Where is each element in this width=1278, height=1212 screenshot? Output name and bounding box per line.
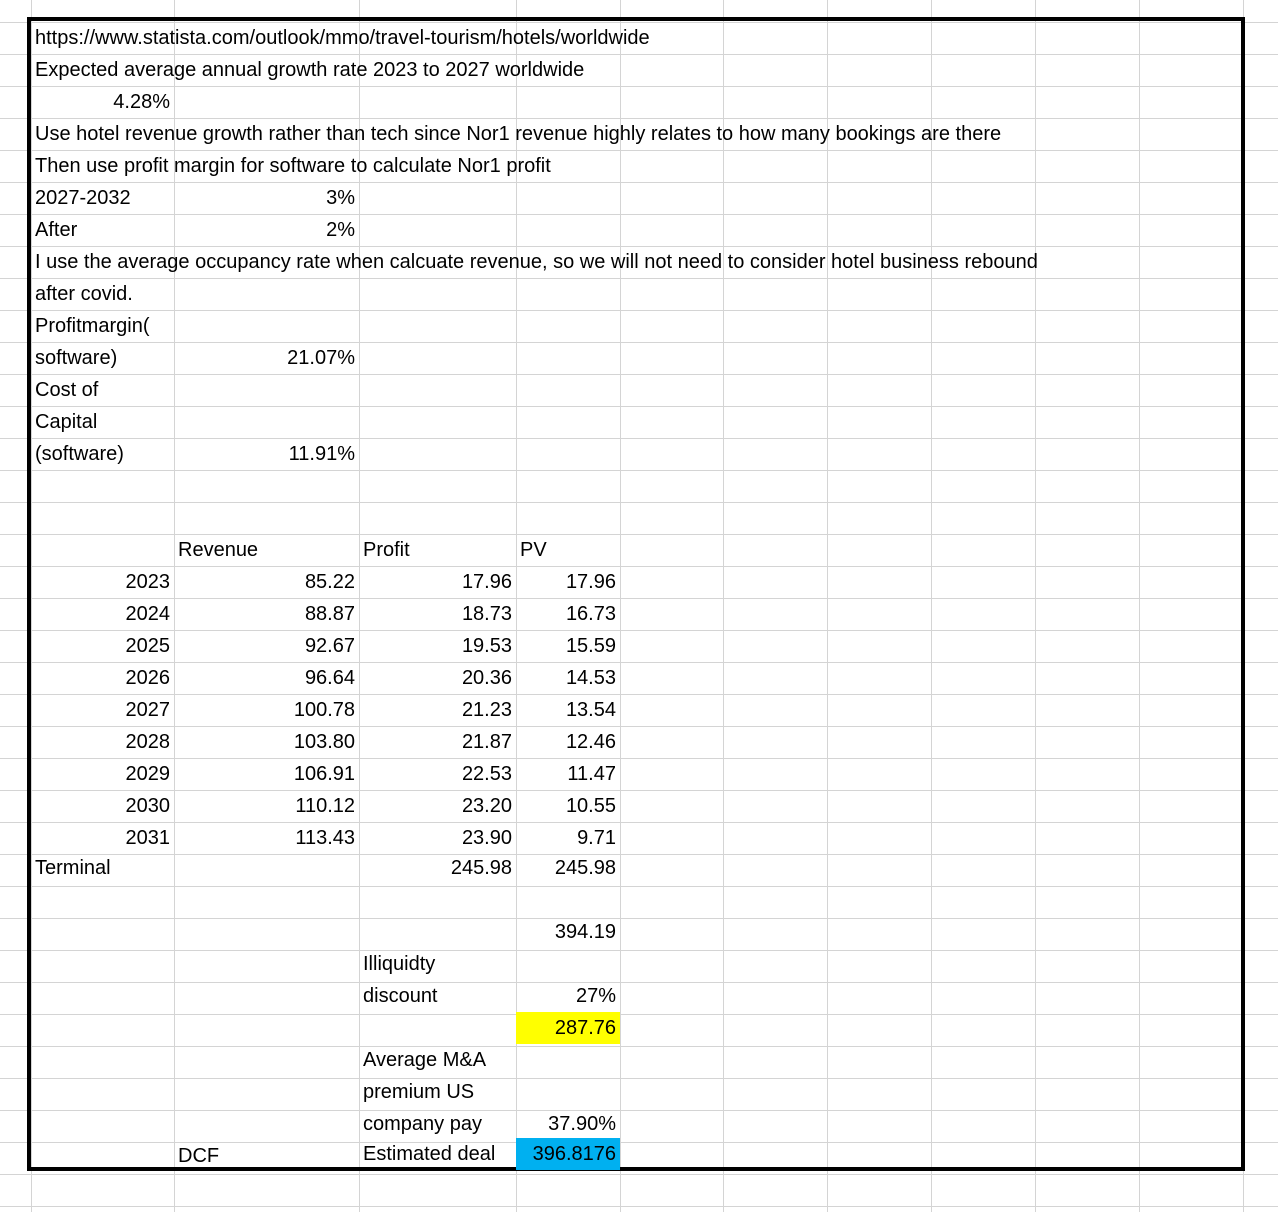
profit-cell[interactable]: 19.53: [461, 635, 512, 657]
revenue-cell[interactable]: 110.12: [295, 795, 355, 817]
illiquidity-label[interactable]: Illiquidty: [363, 953, 436, 975]
period1-label[interactable]: 2027-2032: [35, 187, 131, 209]
year-cell[interactable]: 2023: [125, 571, 170, 593]
revenue-cell[interactable]: 103.80: [293, 731, 355, 753]
note-revenue[interactable]: Use hotel revenue growth rather than tech since Nor1 revenue highly relates to how many bookings are there: [35, 123, 1002, 145]
pv-cell[interactable]: 14.53: [565, 667, 616, 689]
profit-cell[interactable]: 23.20: [461, 795, 512, 817]
pv-cell[interactable]: 17.96: [565, 571, 616, 593]
source-url[interactable]: https://www.statista.com/outlook/mmo/travel-tourism/hotels/worldwide: [35, 27, 650, 49]
revenue-cell[interactable]: 88.87: [304, 603, 355, 625]
profit-margin-label-cont: software): [35, 347, 118, 369]
growth-rate-value[interactable]: 4.28%: [113, 91, 170, 113]
profit-cell[interactable]: 21.23: [461, 699, 512, 721]
terminal-pv[interactable]: 245.98: [554, 857, 616, 879]
illiquidity-label-cont: discount: [363, 985, 438, 1007]
cost-of-capital-label-cont: Capital: [35, 411, 98, 433]
period2-label[interactable]: After: [35, 219, 78, 241]
estimated-deal-value[interactable]: 396.8176: [516, 1138, 620, 1170]
year-cell[interactable]: 2029: [125, 763, 170, 785]
revenue-cell[interactable]: 100.78: [293, 699, 355, 721]
note-profit[interactable]: Then use profit margin for software to calculate Nor1 profit: [35, 155, 551, 177]
year-cell[interactable]: 2030: [125, 795, 170, 817]
period1-rate[interactable]: 3%: [326, 187, 355, 209]
pv-cell[interactable]: 11.47: [567, 763, 616, 785]
profit-cell[interactable]: 17.96: [461, 571, 512, 593]
premium-label-cont: premium US: [363, 1081, 475, 1103]
revenue-cell[interactable]: 106.91: [293, 763, 355, 785]
year-cell[interactable]: 2024: [125, 603, 170, 625]
year-cell[interactable]: 2027: [125, 699, 170, 721]
premium-label-cont2: company pay: [363, 1113, 482, 1135]
profit-cell[interactable]: 22.53: [461, 763, 512, 785]
year-cell[interactable]: 2028: [125, 731, 170, 753]
header-pv[interactable]: PV: [520, 539, 547, 561]
revenue-cell[interactable]: 85.22: [304, 571, 355, 593]
pv-cell[interactable]: 9.71: [577, 827, 616, 849]
profit-cell[interactable]: 21.87: [461, 731, 512, 753]
header-revenue[interactable]: Revenue: [178, 539, 259, 561]
pv-cell[interactable]: 10.55: [565, 795, 616, 817]
year-cell[interactable]: 2025: [125, 635, 170, 657]
pv-cell[interactable]: 16.73: [565, 603, 616, 625]
premium-label[interactable]: Average M&A: [363, 1049, 487, 1071]
pv-cell[interactable]: 15.59: [565, 635, 616, 657]
year-cell[interactable]: 2031: [125, 827, 170, 849]
terminal-profit[interactable]: 245.98: [450, 857, 512, 879]
revenue-cell[interactable]: 113.43: [295, 827, 355, 849]
discounted-value[interactable]: 287.76: [516, 1012, 620, 1044]
growth-note[interactable]: Expected average annual growth rate 2023 to 2027 worldwide: [35, 59, 585, 81]
terminal-label[interactable]: Terminal: [35, 857, 111, 879]
period2-rate[interactable]: 2%: [326, 219, 355, 241]
note-occupancy-cont: after covid.: [35, 283, 133, 305]
revenue-cell[interactable]: 96.64: [304, 667, 355, 689]
revenue-cell[interactable]: 92.67: [304, 635, 355, 657]
profit-margin-value[interactable]: 21.07%: [287, 347, 355, 369]
profit-cell[interactable]: 18.73: [461, 603, 512, 625]
profit-cell[interactable]: 23.90: [461, 827, 512, 849]
year-cell[interactable]: 2026: [125, 667, 170, 689]
dcf-label[interactable]: DCF: [178, 1145, 220, 1167]
estimated-deal-label[interactable]: Estimated deal: [363, 1143, 496, 1165]
pv-cell[interactable]: 13.54: [565, 699, 616, 721]
profit-margin-label[interactable]: Profitmargin(: [35, 315, 150, 337]
premium-value[interactable]: 37.90%: [548, 1113, 616, 1135]
header-profit[interactable]: Profit: [363, 539, 410, 561]
cost-of-capital-value[interactable]: 11.91%: [288, 443, 355, 465]
total-pv[interactable]: 394.19: [554, 921, 616, 943]
profit-cell[interactable]: 20.36: [461, 667, 512, 689]
cost-of-capital-label-cont2: (software): [35, 443, 124, 465]
illiquidity-value[interactable]: 27%: [575, 985, 616, 1007]
note-occupancy[interactable]: I use the average occupancy rate when calcuate revenue, so we will not need to consider hotel business rebound: [35, 251, 1038, 273]
pv-cell[interactable]: 12.46: [565, 731, 616, 753]
cost-of-capital-label[interactable]: Cost of: [35, 379, 99, 401]
